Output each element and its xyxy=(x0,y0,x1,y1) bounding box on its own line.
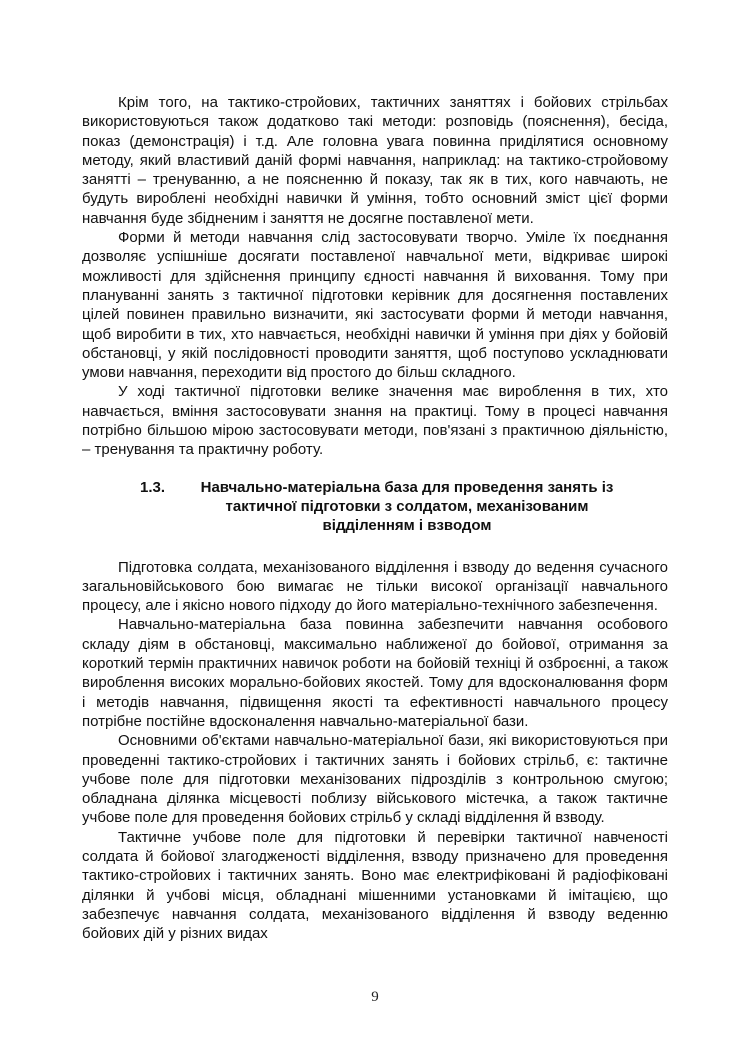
section-title: Навчально-матеріальна база для проведення занять із тактичної підготовки з солдатом, механізованим відділенням і взводом xyxy=(200,478,614,535)
paragraph: Навчально-матеріальна база повинна забезпечити навчання особового складу діям в обстановці, максимально наближеної до бойової, отримання за короткий термін практичних навичок роботи на бойовій техніці й озброєнні, а також вироблення високих морально-бойових якостей. Тому для вдосконалювання форм і методів навчання, підвищення якості та ефективності навчального процесу потрібне постійне вдосконалення навчально-матеріальної бази. xyxy=(82,616,668,730)
page-number: 9 xyxy=(371,989,379,1005)
paragraph: Тактичне учбове поле для підготовки й перевірки тактичної навченості солдата й бойової злагодженості відділення, взводу призначено для проведення тактико-стройових і тактичних занять. Воно має електрифіковані й радіофіковані ділянки й учбові місця, обладнані мішенними установками й імітацією, що забезпечує навчання солдата, механізованого відділення й взводу веденню бойових дій у різних видах xyxy=(82,828,668,943)
paragraph: Підготовка солдата, механізованого відділення і взводу до ведення сучасного загальновійськового бою вимагає не тільки високої організації навчального процесу, але і якісно нового підходу до його матеріально-технічного забезпечення. xyxy=(82,558,668,615)
paragraph: У ході тактичної підготовки велике значення має вироблення в тих, хто навчається, вміння застосовувати знання на практиці. Тому в процесі навчання потрібно більшою мірою застосовувати методи, пов'язані з практичною діяльністю, – тренування та практичну роботу. xyxy=(82,383,668,459)
page-content xyxy=(82,93,668,943)
section-number: 1.3. xyxy=(140,478,166,496)
paragraph: Основними об'єктами навчально-матеріальної бази, які використовуються при проведенні тактико-стройових і тактичних занять і бойових стрільб, є: тактичне учбове поле для підготовки механізованих підрозділів з контрольною смугою; обладнана ділянка місцевості поблизу військового містечка, а також тактичне учбове поле для проведення бойових стрільб у складі відділення й взводу. xyxy=(82,732,668,827)
paragraph: Форми й методи навчання слід застосовувати творчо. Уміле їх поєднання дозволяє успішніше досягати поставленої навчальної мети, відкриває широкі можливості для здійснення принципу єдності навчання й виховання. Тому при плануванні занять з тактичної підготовки керівник для досягнення поставлених цілей повинен правильно визначити, які застосувати форми й методи навчання, щоб виробити в тих, хто навчається, необхідні навички й уміння при діях у бойовій обстановці, у якій послідовності проводити заняття, щоб поступово ускладнювати умови навчання, переходити від простого до більш складного. xyxy=(82,229,668,382)
paragraph: Крім того, на тактико-стройових, тактичних заняттях і бойових стрільбах використовуються також додатково такі методи: розповідь (пояснення), бесіда, показ (демонстрація) і т.д. Але головна увага повинна приділятися основному методу, який властивий даній формі навчання, наприклад: на тактико-стройовому занятті – тренуванню, а не поясненню й показу, так як в тих, кого навчають, не будуть вироблені необхідні навички й уміння, тобто основний зміст цієї форми навчання буде збідненим і заняття не досягне поставленої мети. xyxy=(82,94,668,227)
section-heading xyxy=(82,478,668,536)
